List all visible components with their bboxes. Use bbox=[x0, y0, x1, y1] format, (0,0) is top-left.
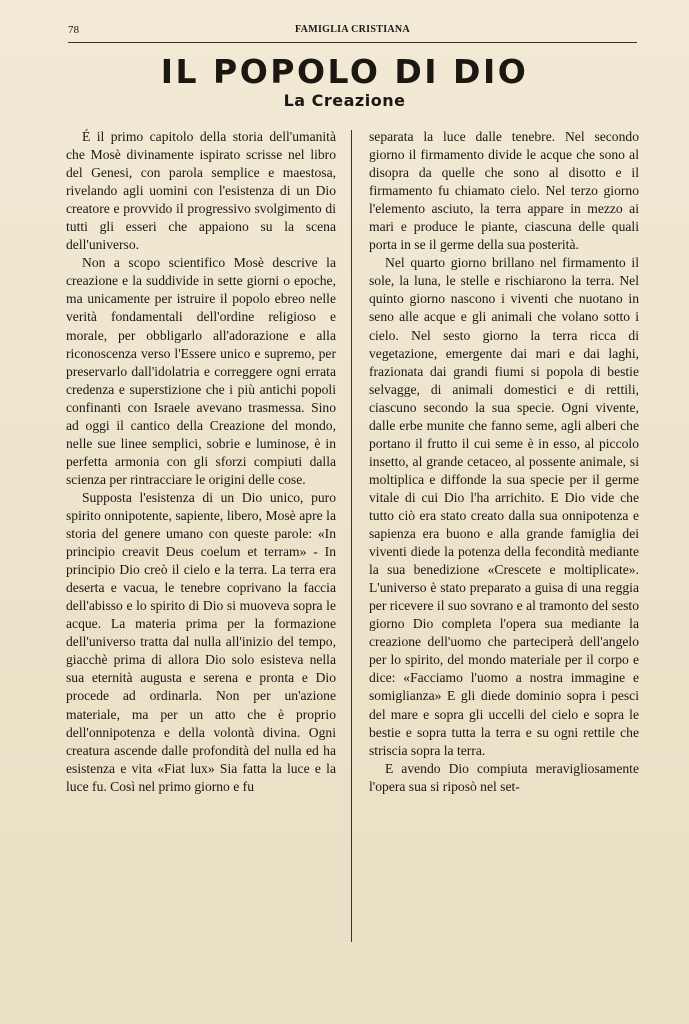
text-column-right bbox=[369, 128, 639, 796]
paragraph: Non a scopo scientifico Mosè descrive la creazione e la suddivide in sette giorni o epoche, ma unicamente per istruire il popolo ebreo nelle verità fondamentali dell'ordine religioso e morale, per obbligarlo all'adorazione e alla riconoscenza verso l'Essere unico e supremo, per preservarlo dall'idolatria e correggere ogni errata credenza e superstizione che i più antichi popoli confinanti con Israele avevano trasmessa. Sino ad oggi il cantico della Creazione del mondo, nelle sue linee semplici, sobrie e luminose, è in perfetta armonia con gli sforzi compiuti dalla scienza per rintracciare le origini delle cose. bbox=[66, 255, 336, 487]
paragraph: Supposta l'esistenza di un Dio unico, puro spirito onnipotente, sapiente, libero, Mosè apre la storia del genere umano con queste parole: «In principio creavit Deus coelum et terram» - In principio Dio creò il cielo e la terra. La terra era deserta e vacua, le tenebre coprivano la faccia dell'abisso e lo spirito di Dio si muoveva sopra le acque. La materia prima per la formazione dell'universo tratta dal nulla all'inizio del tempo, giacchè prima di allora Dio solo esisteva nella sua eternità augusta e serena e pronta e Dio procede ad ordinarla. Non per un'azione materiale, ma per un atto che è proprio dell'onnipotenza e della volontà divina. Ogni creatura ascende dalle profondità del nulla ed ha esistenza e vita «Fiat lux» Sia fatta la luce e la luce fu. Così nel primo giorno e fu bbox=[66, 489, 336, 794]
article-title: IL POPOLO DI DIO bbox=[160, 52, 529, 91]
running-head bbox=[68, 24, 637, 40]
paragraph: É il primo capitolo della storia dell'umanità che Mosè divinamente ispirato scrisse nel libro del Genesi, con parola semplice e maestosa, rivelando agli uomini con l'esistenza di un Dio creatore e provvido il progressivo svolgimento di tutti gli esseri che appaiono su la scena dell'universo. bbox=[66, 129, 336, 253]
paragraph: Nel quarto giorno brillano nel firmamento il sole, la luna, le stelle e rischiarono la terra. Nel quinto giorno nascono i viventi che nuotano in seno alle acque e gli animali che volano sotto i cielo. Nel sesto giorno la terra ricca di vegetazione, emergente dai mari e dai laghi, frazionata dai grandi fiumi si popola di bestie selvagge, di animali domestici e di rettili, ciascuno secondo la sua specie. Ogni vivente, dalle erbe munite che fanno seme, agli alberi che portano il frutto il cui seme è in esso, al piccolo insetto, al grande cetaceo, al possente animale, si moltiplica e diffonde la sua specie per il germe vitale di cui Dio l'ha arrichito. E Dio vide che tutto ciò era stato creato dalla sua onnipotenza e sapienza era buono e alla grande famiglia dei viventi diede la potenza della fecondità mediante la sua benedizione «Crescete e moltiplicate». L'universo è stato preparato a guisa di una reggia per ricevere il suo sovrano e al tramonto del sesto giorno Dio completa l'opera sua mediante la creazione dell'uomo che parteciperà dell'angelo per lo spirito, del mondo materiale per il corpo e dice: «Facciamo l'uomo a nostra immagine e somiglianza» E gli diede dominio sopra i pesci del mare e sopra gli uccelli del cielo e sopra le bestie e sopra tutta la terra e su ogni rettile che striscia sopra la terra. bbox=[369, 255, 639, 758]
column-divider bbox=[351, 130, 352, 942]
header-rule bbox=[68, 42, 637, 43]
journal-name: FAMIGLIA CRISTIANA bbox=[295, 24, 410, 35]
article-subtitle: La Creazione bbox=[283, 91, 406, 110]
paragraph: E avendo Dio compiuta meravigliosamente l'opera sua si riposò nel set- bbox=[369, 760, 639, 794]
page-number: 78 bbox=[68, 24, 79, 36]
text-column-left bbox=[66, 128, 336, 796]
paragraph: separata la luce dalle tenebre. Nel secondo giorno il firmamento divide le acque che sono al disopra da quelle che sono al disotto e il firmamento fu chiamato cielo. Nel terzo giorno l'elemento asciuto, la terra appare in mezzo ai mari e produce le piante, ciascuna delle quali porta in se il germe della sua posterità. bbox=[369, 129, 639, 253]
